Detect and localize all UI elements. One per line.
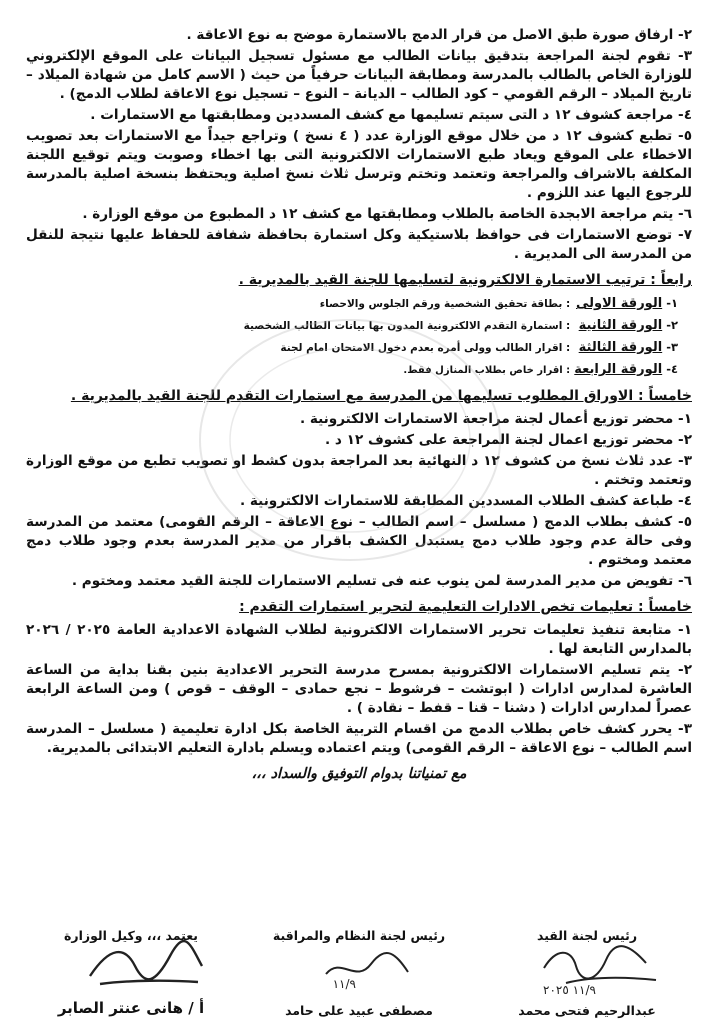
item-text: متابعة تنفيذ تعليمات تحرير الاستمارات الالكترونية لطلاب الشهادة الاعدادية العامة ٢٠٢٥ / ٢٠٢٦ بالمدارس التابعة لها .	[26, 622, 692, 657]
instruction-item	[26, 106, 692, 125]
item-text: تطبع كشوف ١٢ د من خلال موقع الوزارة عدد ( ٤ نسخ ) وتراجع جيداً مع الاستمارات بعد تصويب الاخطاء على الموقع ويعاد طبع الاستمارات الالكترونية التى بها اخطاء وصوبت ويتم توقيع اللجنة المكلفة بالاشراف والمراجعة وتعتمد وتختم وترسل ثلاث نسخ اصلية ويحتفظ بنسخة اصلية بالمدرسة للرجوع اليها عند اللزوم .	[26, 128, 692, 201]
item-text: عدد ثلاث نسخ من كشوف ١٢ د النهائية بعد المراجعة بدون كشط او تصويب تطبع من موقع الوزارة وتعتمد وتختم .	[26, 453, 692, 488]
instruction-item	[26, 226, 692, 264]
item-number: ٦-	[678, 206, 692, 222]
item-text: ارفاق صورة طبق الاصل من قرار الدمج بالاستمارة موضح به نوع الاعاقة .	[186, 27, 674, 43]
paper-description: : استمارة التقدم الالكترونية المدون بها بيانات الطالب الشخصية	[243, 320, 571, 332]
required-paper-item	[26, 452, 692, 490]
paper-order-item	[26, 360, 692, 380]
item-text: محضر توزيع اعمال لجنة المراجعة على كشوف ١٢ د .	[325, 432, 674, 448]
item-text: تفويض من مدير المدرسة لمن ينوب عنه فى تسليم الاستمارات للجنة القيد معتمد ومختوم .	[71, 573, 674, 589]
item-number: ٣-	[678, 453, 692, 469]
paper-number: ٤-	[666, 362, 678, 376]
signature-name: عبدالرحيم فتحى محمد	[518, 1003, 656, 1018]
papers-list	[26, 294, 692, 380]
required-paper-item	[26, 410, 692, 429]
handwritten-signature-2	[316, 944, 416, 990]
item-number: ٢-	[678, 662, 693, 678]
directorate-instruction-item	[26, 621, 692, 659]
instruction-item	[26, 26, 692, 45]
handwritten-date: ١١/٩ ٢٠٢٥	[543, 983, 596, 997]
paper-description: : اقرار الطالب وولى أمره بعدم دخول الامتحان امام لجنة	[280, 342, 571, 354]
item-number: ٥-	[678, 128, 692, 144]
instruction-item	[26, 127, 692, 203]
item-number: ٢-	[678, 432, 692, 448]
directorate-instruction-item	[26, 720, 692, 758]
required-paper-item	[26, 513, 692, 570]
item-number: ٧-	[678, 227, 693, 243]
signature-name: مصطفى عبيد على حامد	[285, 1003, 433, 1018]
item-text: يحرر كشف خاص بطلاب الدمج من اقسام التربية الخاصة بكل ادارة تعليمية ( مسلسل – المدرسة اسم الطالب – نوع الاعاقة – الرقم القومى) ويتم اعتماده ويسلم بادارة التعليم الابتدائى بالمديرية.	[26, 721, 692, 756]
item-number: ٤-	[678, 493, 692, 509]
instruction-item	[26, 205, 692, 224]
paper-description: : بطاقة تحقيق الشخصية ورقم الجلوس والاحصاء	[319, 298, 571, 310]
paper-number: ١-	[666, 296, 678, 310]
item-number: ٥-	[678, 514, 692, 530]
item-text: يتم تسليم الاستمارات الالكترونية بمسرح مدرسة التحرير الاعدادية بنين بقنا بداية من الساعة العاشرة لمدارس ادارات ( ابوتشت – فرشوط – نجع حمادى – الوقف – قوص ) ومن الساعة الرابعة عصراً لمدارس ادارات ( دشنا – قنا – قفط – نقادة ) .	[26, 662, 692, 716]
item-text: يتم مراجعة الابجدة الخاصة بالطلاب ومطابقتها مع كشف ١٢ د المطبوع من موقع الوزارة .	[82, 206, 674, 222]
item-number: ٣-	[678, 48, 693, 64]
required-paper-item	[26, 572, 692, 591]
item-number: ٢-	[678, 27, 692, 43]
closing-line: مع تمنياتنا بدوام التوفيق والسداد ،،،	[251, 766, 467, 782]
handwritten-signature-1	[536, 938, 666, 998]
item-text: توضع الاستمارات فى حوافظ بلاستيكية وكل استمارة بحافظة شفافة للحفاظ عليها نتيجة للنقل من المدرسة الى المديرية .	[26, 227, 692, 262]
paper-label: الورقة الثانية	[578, 318, 663, 333]
directorate-instruction-item	[26, 661, 692, 718]
item-number: ٤-	[678, 107, 692, 123]
signature-role: يعتمد ،،، وكيل الوزارة	[64, 928, 198, 943]
paper-label: الورقة الثالثة	[578, 340, 663, 355]
item-text: محضر توزيع أعمال لجنة مراجعة الاستمارات الالكترونية .	[299, 411, 674, 427]
item-text: مراجعة كشوف ١٢ د التى سيتم تسليمها مع كشف المسددين ومطابقتها مع الاستمارات .	[90, 107, 674, 123]
item-text: تقوم لجنة المراجعة بتدقيق بيانات الطالب مع مسئول تسجيل البيانات على الموقع الإلكتروني للوزارة الخاص بالطالب بالمدرسة ومطابقة البيانات حرفياً من حيث ( الاسم كامل من شهادة الميلاد – تاريخ الميلاد – الرقم القومي – كود الطالب – الديانة – النوع – تسجيل نوع الاعاقة لطلاب الدمج) .	[26, 48, 692, 102]
item-text: كشف بطلاب الدمج ( مسلسل – اسم الطالب – نوع الاعاقة – الرقم القومى) معتمد من المدرسة وفى حالة عدم وجود طلاب دمج يستبدل الكشف باقرار من مدير المدرسة بعدم وجود طلاب دمج معتمد ومختوم .	[26, 514, 692, 568]
section-six-heading: خامساً : تعليمات تخص الادارات التعليمية لتحرير استمارات التقدم :	[239, 599, 692, 615]
instructions-list	[26, 26, 692, 264]
paper-label: الورقة الاولى	[576, 296, 663, 311]
paper-order-item	[26, 338, 692, 357]
section-six-list	[26, 621, 692, 758]
item-number: ١-	[678, 411, 692, 427]
required-paper-item	[26, 431, 692, 450]
paper-description: : اقرار خاص بطلاب المنازل فقط.	[403, 365, 571, 376]
paper-order-item	[26, 316, 692, 335]
instruction-item	[26, 47, 692, 104]
paper-number: ٢-	[666, 318, 678, 332]
required-paper-item	[26, 492, 692, 511]
signature-name: أ / هانى عنتر الصابر	[57, 999, 205, 1017]
item-number: ٣-	[678, 721, 692, 737]
paper-order-item	[26, 294, 692, 313]
paper-number: ٣-	[666, 340, 678, 354]
section-four-heading: رابعاً : ترتيب الاستمارة الالكترونية لتسليمها للجنة القيد بالمديرية .	[238, 272, 692, 288]
signature-role: رئيس لجنة النظام والمراقبة	[272, 928, 446, 943]
signature-role: رئيس لجنة القيد	[536, 928, 638, 943]
handwritten-signature-3	[80, 936, 210, 990]
section-five-list	[26, 410, 692, 591]
section-five-heading: خامساً : الاوراق المطلوب تسليمها من المدرسة مع استمارات التقدم للجنة القيد بالمديرية .	[70, 388, 692, 404]
item-text: طباعة كشف الطلاب المسددين المطابقة للاستمارات الالكترونية .	[240, 493, 674, 509]
handwritten-date: ١١/٩	[332, 977, 356, 990]
paper-label: الورقة الرابعة	[574, 362, 663, 377]
item-number: ٦-	[678, 573, 692, 589]
item-number: ١-	[678, 622, 693, 638]
